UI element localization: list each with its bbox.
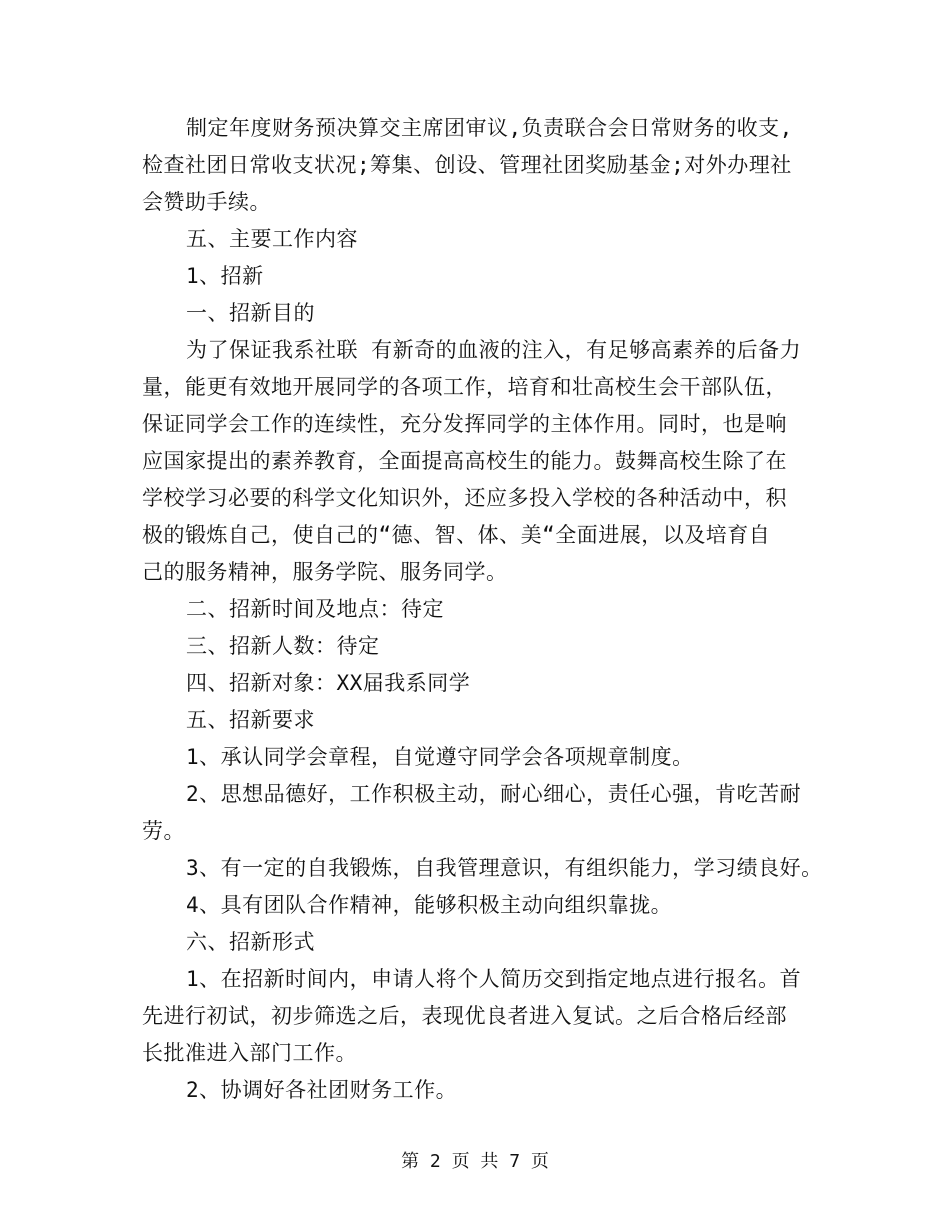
text-line: 1、承认同学会章程，自觉遵守同学会各项规章制度。: [186, 745, 694, 769]
text-line: 4、具有团队合作精神，能够积极主动向组织靠拢。: [186, 893, 673, 917]
text-line: 劳。: [142, 819, 185, 843]
text-line: 四、招新对象：XX届我系同学: [186, 671, 471, 695]
text-line: 保证同学会工作的连续性，充分发挥同学的主体作用。同时，也是响: [142, 412, 787, 436]
text-line: 2、思想品德好，工作积极主动，耐心细心，责任心强，肯吃苦耐: [186, 782, 802, 806]
text-line: 五、招新要求: [186, 708, 315, 732]
text-line: 长批准进入部门工作。: [142, 1041, 357, 1065]
text-line: 六、招新形式: [186, 930, 315, 954]
text-line: 1、在招新时间内，申请人将个人简历交到指定地点进行报名。首: [186, 967, 802, 991]
text-line: 二、招新时间及地点：待定: [186, 597, 444, 621]
text-line: 制定年度财务预决算交主席团审议,负责联合会日常财务的收支,: [186, 116, 793, 140]
text-line: 一、招新目的: [186, 301, 315, 325]
text-line: 检查社团日常收支状况;筹集、创设、管理社团奖励基金;对外办理社: [142, 153, 792, 177]
text-line: 会赞助手续。: [142, 190, 271, 214]
text-line: 3、有一定的自我锻炼，自我管理意识，有组织能力，学习绩良好。: [186, 856, 823, 880]
text-line: 学校学习必要的科学文化知识外，还应多投入学校的各种活动中，积: [142, 486, 787, 510]
text-line: 为了保证我系社联 有新奇的血液的注入，有足够高素养的后备力: [186, 338, 802, 362]
text-line: 己的服务精神，服务学院、服务同学。: [142, 560, 508, 584]
text-line: 1、招新: [186, 264, 264, 288]
text-line: 极的锻炼自己，使自己的“德、智、体、美“全面进展，以及培育自: [142, 523, 771, 547]
text-line: 应国家提出的素养教育，全面提高高校生的能力。鼓舞高校生除了在: [142, 449, 787, 473]
text-line: 量，能更有效地开展同学的各项工作，培育和壮高校生会干部队伍，: [142, 375, 787, 399]
text-line: 三、招新人数：待定: [186, 634, 380, 658]
text-line: 2、协调好各社团财务工作。: [186, 1078, 458, 1102]
text-line: 五、主要工作内容: [186, 227, 358, 251]
text-line: 先进行初试，初步筛选之后，表现优良者进入复试。之后合格后经部: [142, 1004, 787, 1028]
page-number-footer: 第 2 页 共 7 页: [401, 1151, 549, 1172]
document-body: [142, 110, 832, 1109]
